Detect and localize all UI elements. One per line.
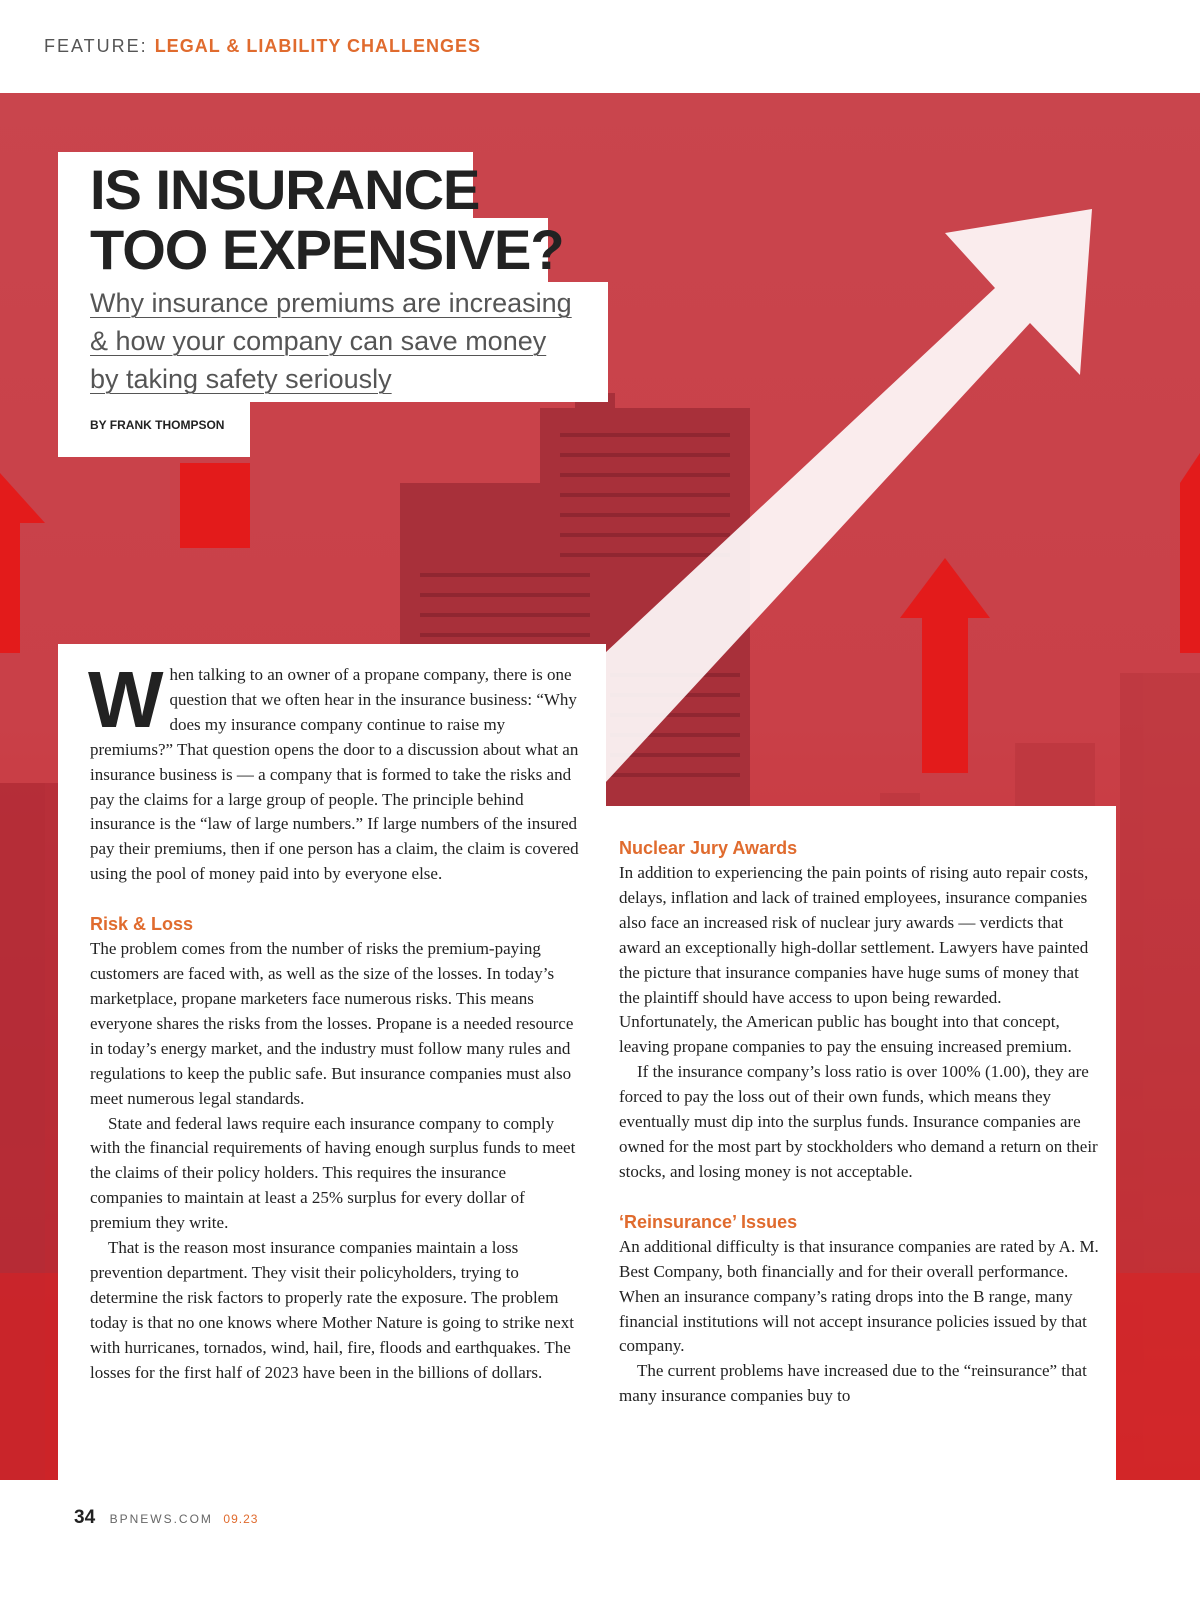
subhead-reinsurance: ‘Reinsurance’ Issues [619, 1211, 798, 1232]
byline: BY FRANK THOMPSON [90, 418, 225, 432]
intro-text: hen talking to an owner of a propane company, there is one question that we often hear in the insurance business: “Why does my insurance company continue to raise my premiums?” That question opens the door to a discussion about what an insurance business is — a company that is formed to take the risks and pay the claims for a large group of people. The principle behind insurance is the “law of large numbers.” If large numbers of the insured pay their premiums, then if one person has a claim, the claim is covered using the pool of money paid into by everyone else. [90, 665, 579, 884]
footer-date: 09.23 [223, 1512, 259, 1526]
headline-line: TOO EXPENSIVE? [90, 218, 564, 281]
body-paragraph: In addition to experiencing the pain points of rising auto repair costs, delays, inflation and lack of trained employees, insurance companies also face an increased risk of nuclear jury awards — verdicts that award an exceptionally high-dollar settlement. Lawyers have painted the picture that insurance companies have huge sums of money that the plaintiff should have access to upon being rewarded. Unfortunately, the American public has bought into that concept, leaving propane companies to pay the ensuing increased premium. [619, 863, 1089, 1057]
body-paragraph: The problem comes from the number of risks the premium-paying customers are faced with, as well as the size of the losses. In today’s marketplace, propane marketers face numerous risks. This means everyone shares the risks from the losses. Propane is a needed resource in today’s energy market, and the industry must follow many rules and regulations to keep the public safe. But insurance companies must also meet numerous legal standards. [90, 939, 574, 1108]
body-paragraph: An additional difficulty is that insurance companies are rated by A. M. Best Company, both financially and for their overall performance. When an insurance company’s rating drops into the B range, many financial institutions will not accept insurance policies issued by that company. [619, 1236, 1099, 1356]
dek-line: by taking safety seriously [90, 364, 392, 394]
left-column [88, 655, 582, 1385]
headline-line: IS INSURANCE [90, 158, 480, 221]
footer-site: BPNEWS.COM [109, 1512, 213, 1526]
body-paragraph: That is the reason most insurance companies maintain a loss prevention department. They visit their policyholders, trying to determine the risk factors to properly rate the exposure. The problem today is that no one knows where Mother Nature is going to strike next with hurricanes, tornados, wind, hail, fire, floods and earthquakes. The losses for the first half of 2023 have been in the billions of dollars. [90, 1238, 574, 1382]
dek-line: Why insurance premiums are increasing [90, 288, 572, 318]
section-title: LEGAL & LIABILITY CHALLENGES [154, 36, 482, 56]
body-paragraph: If the insurance company’s loss ratio is over 100% (1.00), they are forced to pay the loss out of their own funds, which means they eventually must dip into the surplus funds. Insurance companies are owned for the most part by stockholders who demand a return on their stocks, and losing money is not acceptable. [619, 1062, 1098, 1181]
body-paragraph: The current problems have increased due to the “reinsurance” that many insurance companies buy to [619, 1361, 1087, 1406]
headline [90, 160, 564, 280]
subhead-nuclear-jury: Nuclear Jury Awards [619, 838, 798, 858]
subhead-risk-loss: Risk & Loss [90, 914, 194, 935]
section-label: FEATURE: [44, 36, 148, 56]
dek-line: & how your company can save money [90, 326, 547, 356]
section-header [44, 36, 481, 57]
dek [90, 284, 610, 398]
page-footer [74, 1507, 258, 1529]
body-paragraph: State and federal laws require each insurance company to comply with the financial requirements of having enough surplus funds to meet the claims of their policy holders. This requires the insurance companies to maintain at least a 25% surplus for every dollar of premium they write. [90, 1113, 576, 1233]
page-number: 34 [74, 1507, 96, 1528]
drop-cap: W [88, 655, 164, 744]
up-arrow-red-icon [0, 463, 250, 653]
right-column [619, 835, 1103, 1409]
intro-paragraph [88, 655, 582, 887]
